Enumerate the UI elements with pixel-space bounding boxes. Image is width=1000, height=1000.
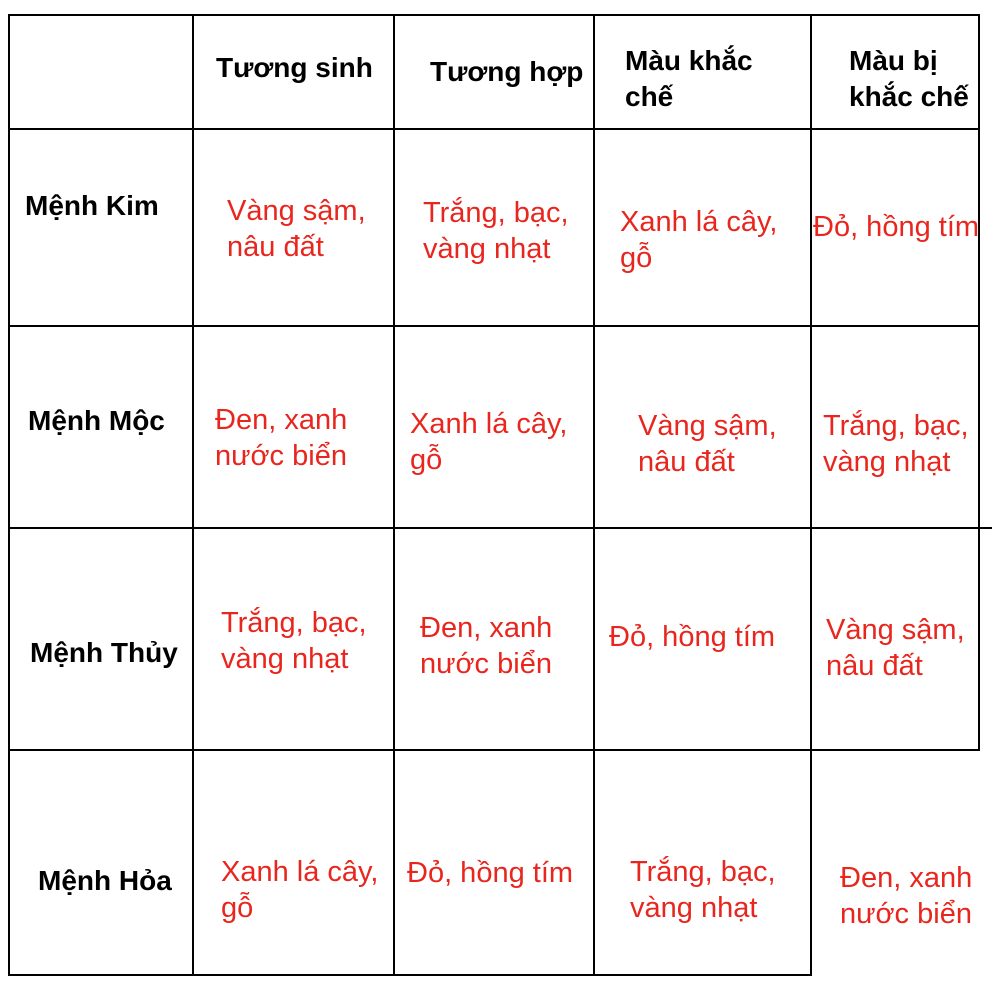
table-cell: Trắng, bạc, vàng nhạt [630, 856, 776, 924]
table-cell: Trắng, bạc, vàng nhạt [823, 410, 969, 478]
row-label: Mệnh Hỏa [38, 865, 172, 896]
table-column-divider [810, 14, 812, 976]
table-cell: Đỏ, hồng tím [407, 857, 574, 889]
column-header: Màu khắc chế [625, 45, 753, 112]
table-border-left [8, 14, 10, 976]
column-header: Tương sinh [216, 52, 373, 83]
table-cell: Vàng sậm, nâu đất [826, 614, 965, 682]
row-label: Mệnh Kim [25, 190, 159, 221]
table-cell: Đen, xanh nước biển [420, 612, 553, 680]
table-cell: Vàng sậm, nâu đất [227, 195, 366, 263]
row-label: Mệnh Thủy [30, 637, 178, 668]
table-column-divider [593, 14, 595, 976]
table-cell: Vàng sậm, nâu đất [638, 410, 777, 478]
table-cell: Đỏ, hồng tím [813, 211, 980, 243]
table-divider-header [8, 128, 980, 130]
table-cell: Đen, xanh nước biển [215, 404, 348, 472]
column-header: Tương hợp [430, 56, 584, 87]
table-cell: Xanh lá cây, gỗ [620, 206, 778, 274]
table-divider-row [8, 325, 980, 327]
row-label: Mệnh Mộc [28, 405, 165, 436]
table-divider-row [8, 527, 992, 529]
table-column-divider [192, 14, 194, 976]
table-cell: Đen, xanh nước biển [840, 862, 973, 930]
table-column-divider [393, 14, 395, 976]
table-border-top [8, 14, 980, 16]
column-header: Màu bị khắc chế [849, 45, 969, 112]
table-cell: Đỏ, hồng tím [609, 621, 776, 653]
table-cell: Trắng, bạc, vàng nhạt [221, 607, 367, 675]
table-cell: Xanh lá cây, gỗ [221, 856, 379, 924]
table-border-bottom [8, 974, 812, 976]
table-cell: Trắng, bạc, vàng nhạt [423, 197, 569, 265]
table-border-right [978, 14, 980, 750]
table-cell: Xanh lá cây, gỗ [410, 408, 568, 476]
table-divider-row [8, 749, 980, 751]
